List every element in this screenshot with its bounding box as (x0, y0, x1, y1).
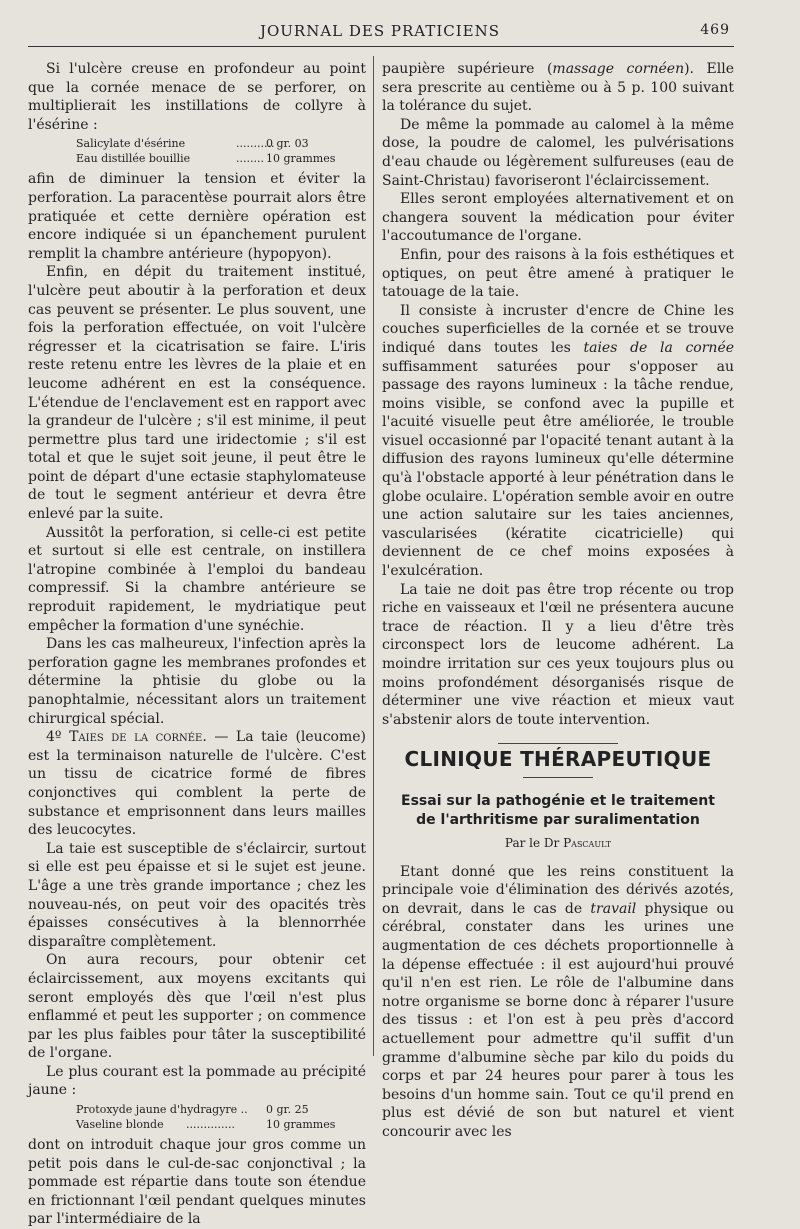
section-rule (498, 743, 618, 744)
paragraph: paupière supérieure (massage cornéen). Elle sera prescrite au centième ou à 5 p. 100 suivant la tolérance du sujet. (382, 61, 734, 115)
running-head: JOURNAL DES PRATICIENS (259, 22, 501, 40)
prescription-precipite (76, 1102, 366, 1132)
page-number: 469 (700, 22, 730, 38)
paragraph: Si l'ulcère creuse en profondeur au point que la cornée menace de se perforer, on multiplierait les instillations de collyre à l'ésérine : (28, 61, 366, 133)
prescription-line: Eau distillée bouillie ........ 10 grammes (76, 152, 336, 166)
right-column (382, 60, 734, 1141)
article-title: Essai sur la pathogénie et le traitement de l'arthritisme par suralimentation (401, 792, 715, 828)
paragraph: On aura recours, pour obtenir cet éclaircissement, aux moyens excitants qui seront employés dès que l'œil n'est plus enflammé et peut les supporter ; on commence par les plus faibles pour tâter la susceptibilité de l'organe. (28, 952, 366, 1062)
paragraph: De même la pommade au calomel à la même dose, la poudre de calomel, les pulvérisations d'eau chaude ou légèrement sulfureuses (eau de Saint-Christau) favoriseront l'éclaircissement. (382, 116, 734, 189)
paragraph: Aussitôt la perforation, si celle-ci est petite et surtout si elle est centrale, on instillera l'atropine combinée à l'emploi du bandeau compressif. Si la chambre antérieure se reproduit rapidement, le mydriatique peut empêcher la formation d'une synéchie. (28, 524, 366, 634)
paragraph: La taie ne doit pas être trop récente ou trop riche en vaisseaux et l'œil ne présentera aucune trace de réaction. Il y a lieu d'être très circonspect lors de leucome adhérent. La moindre irritation sur ces yeux toujours plus ou moins profondément désorganisés risque de déterminer une vive réaction et mieux vaut s'abstenir alors de toute intervention. (382, 581, 734, 728)
paragraph: Enfin, pour des raisons à la fois esthétiques et optiques, on peut être amené à pratiquer le tatouage de la taie. (382, 246, 734, 301)
section-title: CLINIQUE THÉRAPEUTIQUE (404, 747, 712, 772)
column-divider (373, 56, 374, 1056)
subsection-heading: Taies de la cornée. (69, 729, 207, 746)
left-column (28, 60, 366, 1229)
paragraph: Il consiste à incruster d'encre de Chine les couches superficielles de la cornée et se trouve indiqué dans toutes les taies de la cornée suffisamment saturées pour s'opposer au passage des rayons lumineux : la tâche rendue, moins visible, se confond avec la pupille et l'acuité visuelle peut être améliorée, le trouble visuel occasionné par l'opacité tenant autant à la diffusion des rayons lumineux qu'elle détermine qu'à l'obstacle apporté à leur pénétration dans le globe oculaire. L'opération semble avoir en outre une action salutaire sur les taies anciennes, vascularisées (kératite cicatricielle) qui deviennent de ce chef moins exposées à l'exulcération. (382, 302, 735, 580)
prescription-line: Salicylate d'ésérine ........... 0 gr. 03 (76, 137, 309, 151)
paragraph: Dans les cas malheureux, l'infection après la perforation gagne les membranes profondes et détermine la phtisie du globe ou la panophtalmie, nécessitant alors un traitement chirurgical spécial. (28, 636, 366, 727)
paragraph: La taie est susceptible de s'éclaircir, surtout si elle est peu épaisse et si le sujet est jeune. L'âge a une très grande importance ; chez les nouveau-nés, on peut voir des opacités très épaisses consécutives à la blennorrhée disparaître complètement. (28, 840, 366, 950)
paragraph-taies: 4º Taies de la cornée. — La taie (leucome) est la terminaison naturelle de l'ulcère. C'est un tissu de cicatrice formé de fibres conjonctives qui comblent la perte de substance et emprisonnent dans leurs mailles des leucocytes. (28, 729, 366, 839)
paragraph: Le plus courant est la pommade au précipité jaune : (28, 1063, 366, 1099)
header-rule (28, 46, 734, 47)
paragraph: afin de diminuer la tension et éviter la perforation. La paracentèse pourrait alors être pratiquée et cette dernière opération est encore indiquée si un épanchement purulent remplit la chambre antérieure (hypopyon). (28, 171, 366, 262)
prescription-eserine (76, 136, 366, 166)
prescription-line: Vaseline blonde .............. 10 grammes (76, 1118, 336, 1132)
paragraph: Elles seront employées alternativement et on changera souvent la médication pour éviter l'accoutumance de l'organe. (382, 191, 734, 245)
paragraph: Enfin, en dépit du traitement institué, l'ulcère peut aboutir à la perforation et deux cas peuvent se présenter. Le plus souvent, une fois la perforation effectuée, on voit l'ulcère régresser et la cicatrisation se faire. L'iris reste retenu entre les lèvres de la plaie et en leucome adhérent en est la conséquence. L'étendue de l'enclavement est en rapport avec la grandeur de l'ulcère ; s'il est minime, il peut permettre plus tard une iridectomie ; s'il est total et que le sujet soit jeune, il peut être le point de départ d'une ectasie staphylomateuse de tout le segment antérieur et devra être enlevé par la suite. (28, 264, 366, 523)
paragraph: Etant donné que les reins constituent la principale voie d'élimination des dérivés azotés, on devrait, dans le cas de travail physique ou cérébral, constater dans les urines une augmentation de ces déchets proportionnelle à la dépense effectuée : il est aujourd'hui prouvé qu'il n'en est rien. Le rôle de l'albumine dans notre organisme se borne donc à réparer l'usure des tissus : et l'on est à peu près d'accord actuellement pour admettre qu'il suffit d'un gramme d'albumine sèche par kilo du poids du corps et par 24 heures pour parer à tous les besoins d'un homme sain. Tout ce qu'il prend en plus est dévié de son but naturel et vient concourir avec les (382, 863, 734, 1140)
byline: Par le Dr Pascault (504, 835, 612, 850)
prescription-line: Protoxyde jaune d'hydragyre .. 0 gr. 25 (76, 1103, 309, 1117)
paragraph: dont on introduit chaque jour gros comme un petit pois dans le cul-de-sac conjonctival ; la pommade est répartie dans toute son étendue en frictionnant l'œil pendant quelques minutes par l'intermédiaire de la (28, 1137, 366, 1228)
section-rule-short (523, 777, 593, 778)
page-header (30, 22, 730, 44)
